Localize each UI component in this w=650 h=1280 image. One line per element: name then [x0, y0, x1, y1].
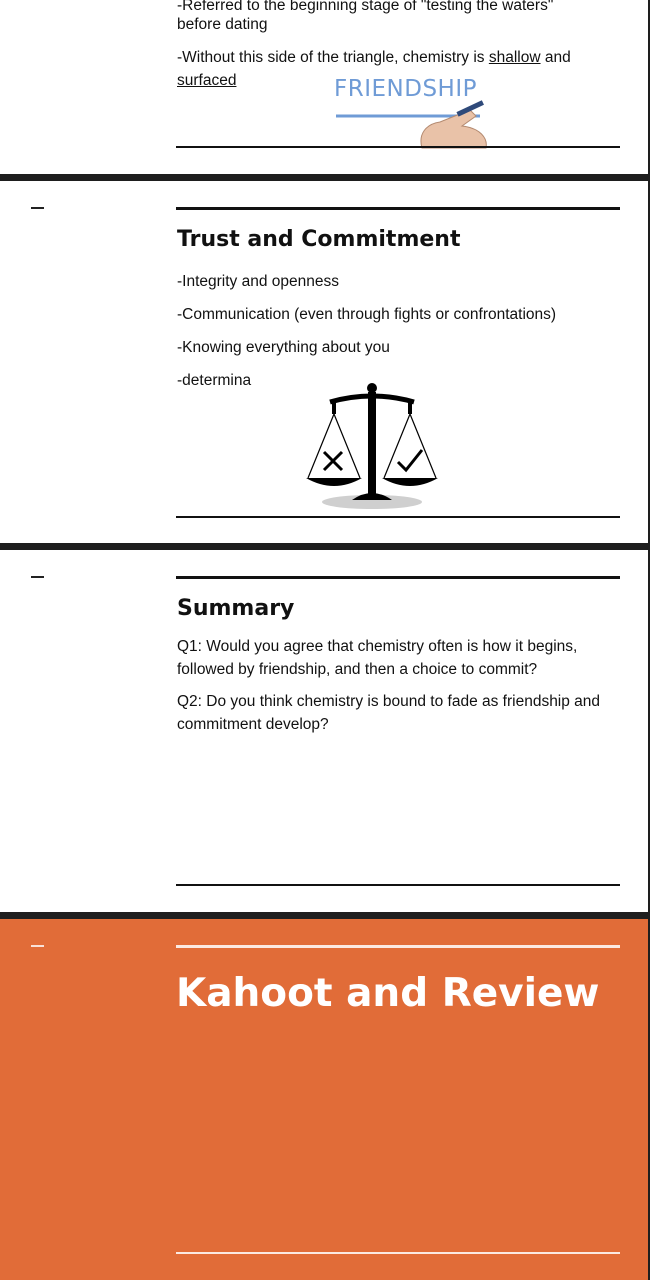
shallow-link[interactable]: shallow — [488, 49, 541, 66]
slide-kahoot-and-review[interactable] — [0, 919, 648, 1280]
slide-top-rule — [176, 945, 620, 948]
friendship-line-2: before dating — [177, 16, 268, 33]
summary-q1-line-2: followed by friendship, and then a choice to commit? — [177, 661, 538, 678]
slide-bottom-rule — [176, 146, 620, 148]
friendship-line-3 — [177, 46, 571, 69]
slide-bottom-rule — [176, 884, 620, 886]
slide-marker — [31, 207, 44, 209]
slide-friendship[interactable] — [0, 0, 648, 174]
summary-q2-line-1: Q2: Do you think chemistry is bound to fade as friendship and — [177, 693, 601, 710]
slide-marker — [31, 945, 44, 947]
friendship-line-3-mid: and — [540, 49, 571, 66]
slide-title: Summary — [177, 596, 295, 621]
friendship-line-4 — [177, 69, 236, 92]
friendship-line-3-prefix: -Without this side of the triangle, chemistry is — [177, 49, 489, 66]
slide-trust-and-commitment[interactable] — [0, 181, 648, 543]
slide-top-rule — [176, 207, 620, 210]
slide-bottom-rule — [176, 516, 620, 518]
summary-q2-line-2: commitment develop? — [177, 716, 329, 733]
summary-q1-line-1: Q1: Would you agree that chemistry often is how it begins, — [177, 638, 578, 655]
surfaced-link[interactable]: surfaced — [177, 72, 237, 89]
slide-summary[interactable] — [0, 550, 648, 912]
slide-bottom-rule — [176, 1252, 620, 1254]
writing-hand-icon — [330, 72, 500, 150]
trust-line-3: -Knowing everything about you — [177, 339, 390, 356]
trust-line-1: -Integrity and openness — [177, 273, 339, 290]
trust-line-2: -Communication (even through fights or confrontations) — [177, 306, 557, 323]
balance-scale-icon — [302, 382, 442, 512]
trust-line-4: -determina — [177, 372, 252, 389]
friendship-word: FRIENDSHIP — [334, 76, 477, 102]
slide-title: Kahoot and Review — [176, 971, 600, 1016]
slide-title: Trust and Commitment — [177, 227, 461, 252]
slide-top-rule — [176, 576, 620, 579]
friendship-line-1: -Referred to the beginning stage of "testing the waters" — [177, 0, 554, 14]
slide-marker — [31, 576, 44, 578]
friendship-image — [330, 72, 500, 150]
